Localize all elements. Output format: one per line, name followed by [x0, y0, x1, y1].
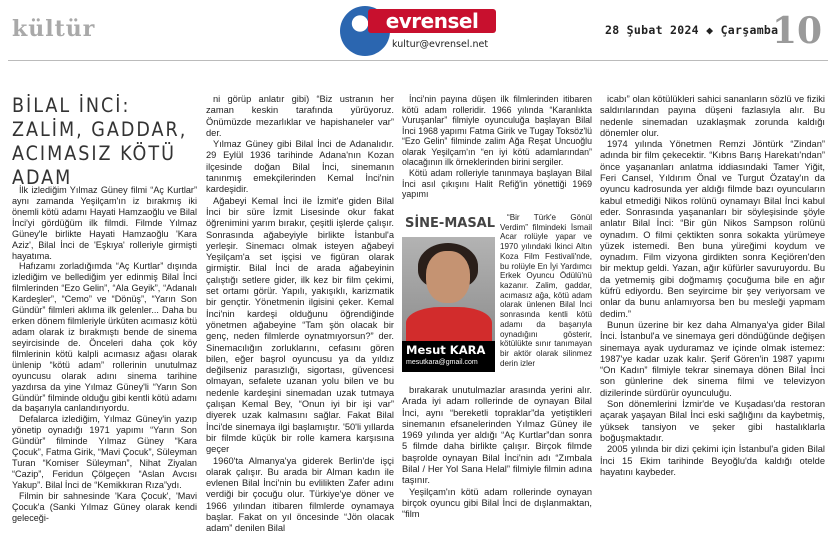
author-name: Mesut KARA	[406, 343, 486, 357]
evrensel-logo	[340, 6, 498, 56]
paragraph: Kötü adam rolleriyle tanınmaya başlayan Bilal İnci asıl çıkışını Halit Refiğ'in yönettiği 1969 yapımı	[402, 167, 592, 200]
author-caption	[402, 341, 495, 372]
paragraph: İlk izlediğim Yılmaz Güney filmi “Aç Kurtlar” aynı zamanda Yeşilçam'ın iz bırakmış iki önemli kötü adamı Hayati Hamzaoğlu ve Bilal İnci'yi gördüğüm ilk filmdi. Filmde Yılmaz Güney'le birlikte Hayati Hamzaoğlu 'Kara Aziz', Bilal İnci de 'Eşkıya' rolleriyle girmişti hayatıma.	[12, 185, 197, 261]
column-name: SİNE-MASAL	[404, 216, 496, 231]
article-column-2	[206, 94, 394, 535]
paragraph: Hafızamı zorladığımda “Aç Kurtlar” dışında izlediğim ve bellediğim yer edinmiş Bilal İnci filmlerinden “Ezo Gelin”, “Ala Geyik”, “Adanalı Kardeşler”, “Cemo” ve “Dönüş”, “Yarın Son Gündür” filmleri aklıma ilk gelenler... Daha bu erken dönem filmleriyle ürküten acımasız kötü adam olarak iz bırakmıştı bende de sinema seyircisinde de. Önceleri daha çok köy filmlerinin kötü kalpli acımasız ağası olarak ünlenip “kötü adam” rollerinin unutulmaz oyuncusu olarak adını sinema tarihine yazdırsa da yine Yılmaz Güney'li “Yarın Son Gündür” filminde olduğu gibi kentli kötü adamı da başarıyla canlandırıyordu.	[12, 261, 198, 414]
paragraph: icabı” olan kötülükleri sahici sananların sözlü ve fiziki saldırılarından payına düşeni fazlasıyla alır. Bu nedenle sinemadan uzaklaşmak zorunda kaldığı dönemler olur.	[600, 94, 825, 138]
page-number: 10	[772, 10, 823, 52]
page-header	[0, 0, 835, 60]
paragraph: 2005 yılında bir dizi çekimi için İstanbul'a giden Bilal İnci 15 Ekim tarihinde Beyoğlu'da kaldığı otelde hayatını kaybeder.	[600, 444, 825, 477]
paragraph: “Bir Türk'e Gönül Verdim” filmindeki İsmail Acar rolüyle yapar ve 1970 yılındaki İkinci Altın Koza Film Festivali'nde, bu rolüyle En İyi Yardımcı Erkek Oyuncu Ödülü'nü kazanır. Zalim, gaddar, acımasız ağa, kötü adam olarak ünlenen Bilal İnci sonrasında kentli kötü adamı da başarıyla oynadığını gösterir, kötülükte sınır tanımayan bir aktör olarak silinmez derin izler	[500, 213, 592, 368]
paragraph: 1974 yılında Yönetmen Remzi Jöntürk “Zindan” adında bir film çekecektir. “Kıbrıs Barış Harekatı'ndan” önce yaşananları anlatma iddiasındaki Tamer Yiğit, Feri Cansel, Yıldırım Önal ve Turgut Özatay'ın da oyuncu kadrosunda yer aldığı filmde bazı oyuncuların kabul etmediği Nikos rolünü oynamayı Bilal İnci kabul eder. Sonrasında yaşananları bir söyleşisinde şöyle anlatır Bilal İnci: “Bir gün Nikos Sampson rolünü oynadım. O filmi çektikten sonra sokakta yürümeye yüzek istemedi. Ben buna yüreğimi koydum ve oynadım. Film vizyona girdikten sonra Keçiören'den bir mektup geldi. Yazan, ağır küfürler savuruyordu. Bu da yetmemiş gibi doğmamış çocuğuma bile en ağır küfrü ediyordu. Ben seyircime bir şey veriyorsam ve onlar da bunu anlamıyorsa ben bu mesleği yapmam dedim.”	[600, 139, 825, 319]
article-column-3-bottom	[402, 385, 592, 521]
article-column-3-wrap	[500, 213, 592, 369]
paragraph: Ağabeyi Kemal İnci ile İzmit'e giden Bilal İnci bir süre İzmit Lisesinde okur fakat öğrenimini yarım bırakır, çeşitli işlerde çalışır. Sonrasında ağabeyiyle birlikte İstanbul'a yerleşir. Sinemacı olmak isteyen ağabeyi Yeşilçam'a set işçisi ve figüran olarak girmiştir. Bilal İnci de arada ağabeyinin çalıştığı setlere gider, ilk kez bir film çekimi, set ortamı görür. Yapılı, yakışıklı, karizmatik bir gençtir. Yönetmenin ilgisini çeker. Kemal İnci'nin kardeşi olduğunu öğrendiğinde yönetmen ağabeyine “Tam şön olacak bir genç, neden filmlerde oynatmıyorsun?” der. Sinemacılığın zorluklarını, cefasını gören bilen, eğer başrol oyuncusu ya da yıldız değilseniz parasızlığı, sigortası, güvencesi olmayan, sefalete uzanan yolu bilen ve bu nedenle kardeşini sinemadan uzak tutmaya çalışan Kemal Bey, “Onun iyi bir işi var” diyerek uzak kalmasını sağlar. Fakat Bilal İnci'de sinemaya ilgi başlamıştır. '50'li yıllarda bir filmde küçük bir rolle kamera karşısına geçer	[206, 195, 394, 455]
paragraph: ni görüp anlatır gibi) “Biz ustranın her zaman keskin tarafında yürüyoruz. Önümüzde mezarlıklar ve hapishaneler var” der.	[206, 94, 394, 138]
paragraph: Bunun üzerine bir kez daha Almanya'ya gider Bilal İnci. İstanbul'a ve sinemaya geri döndüğünde değişen sinemaya ayak uyduramaz ve içinde olmak istemez: 1987'ye kadar uzak kalır. Şerif Gören'in 1987 yapımı “On Kadın” filmiyle tekrar sinemaya dönen Bilal İnci son günlerine dek sinema filmi ve televizyon dizilerinde sürdürür oyunculuğu.	[600, 319, 825, 398]
section-email: kultur@evrensel.net	[392, 39, 489, 50]
paragraph: Yılmaz Güney gibi Bilal İnci de Adanalıdır. 29 Eylül 1936 tarihinde Adana'nın Kozan ilçesinde doğan Bilal İnci, sinemanın tanınmış emekçilerinden Kemal İnci'nin kardeşidir.	[206, 139, 394, 195]
paragraph: Son dönemlerini İzmir'de ve Kuşadası'da restoran açarak yaşayan Bilal İnci eski sağlığını da kaybetmiş, yüksek tansiyon ve şeker gibi hastalıklarla boğuşmaktadır.	[600, 399, 825, 443]
article-column-3-top	[402, 94, 592, 200]
article-column-4	[600, 94, 825, 478]
paragraph: Filmin bir sahnesinde 'Kara Çocuk', 'Mavi Çocuk'a (Sanki Yılmaz Güney olarak kendi geleceği-	[12, 490, 197, 523]
paragraph: İnci'nin payına düşen ilk filmlerinden itibaren kötü adam rolleridir. 1966 yılında “Karanlıkta Vuruşanlar” filmiyle oyunculuğa başlayan Bilal İnci 1968 yapımı Fatma Girik ve Tugay Toksöz'lü “Ezo Gelin” filminde zalim Ağa Reşat Uncuoğlu olarak Yeşilçam'ın “en iyi kötü adamlarından” olacağının ilk örneklerinden birini sergiler.	[402, 94, 592, 168]
paragraph: Defalarca izlediğim, Yılmaz Güney'in yazıp yönetip oynadığı 1971 yapımı “Yarın Son Gündür” filminde Yılmaz Güney “Kara Çocuk”, Fatma Girik, “Mavi Çocuk”, Süleyman Turan “Komiser Süleyman”, Nihat Ziyalan “Cazip”, Feridun Çölgeçen “Aslan Avcısı Yakup”. Bilal İnci de “Kemikkıran Rıza”ydı.	[12, 414, 197, 490]
article-headline: BİLAL İNCİ: ZALİM, GADDAR, ACIMASIZ KÖTÜ ADAM	[12, 94, 188, 189]
logo-wordmark: evrensel	[368, 9, 496, 33]
paragraph: Yeşilçam'ın kötü adam rollerinde oynayan birçok oyuncu gibi Bilal İnci de dışlanmaktan, “film	[402, 486, 592, 520]
paragraph: bırakarak unutulmazlar arasında yerini alır. Arada iyi adam rollerinde de oynayan Bilal İnci, aynı “bereketli topraklar”da yetiştikleri sinemanın efsanelerinden Yılmaz Güney ile 1969 yılında yer aldığı “Aç Kurtlar”dan sonra 5 filmde daha birlikte çalışır. Birçok filmde başrolde oynayan Bilal İnci'nin adı “Zımbala Bilal / Her Yol Sana Helal” filmiyle filmin adına taşınır.	[402, 385, 592, 486]
paragraph: 1960'ta Almanya'ya giderek Berlin'de işçi olarak çalışır. Bu arada bir Alman kadın ile evlenen Bilal İnci'nin bu evlilikten Zafer adını verdiği bir çocuğu olur. Türkiye'ye döner ve 1966 yılından itibaren filmlerde oynamaya başlar. Fakat on yıl öncesinde “Jön olacak adam” denilen Bilal	[206, 455, 394, 534]
issue-date: 28 Şubat 2024 ◆ Çarşamba	[605, 23, 779, 37]
section-title: kültür	[12, 16, 96, 42]
author-photo	[402, 237, 495, 341]
author-email: mesutkara@gmail.com	[406, 359, 478, 366]
header-divider	[8, 60, 828, 61]
author-box	[402, 215, 495, 372]
article-column-1	[12, 185, 197, 524]
